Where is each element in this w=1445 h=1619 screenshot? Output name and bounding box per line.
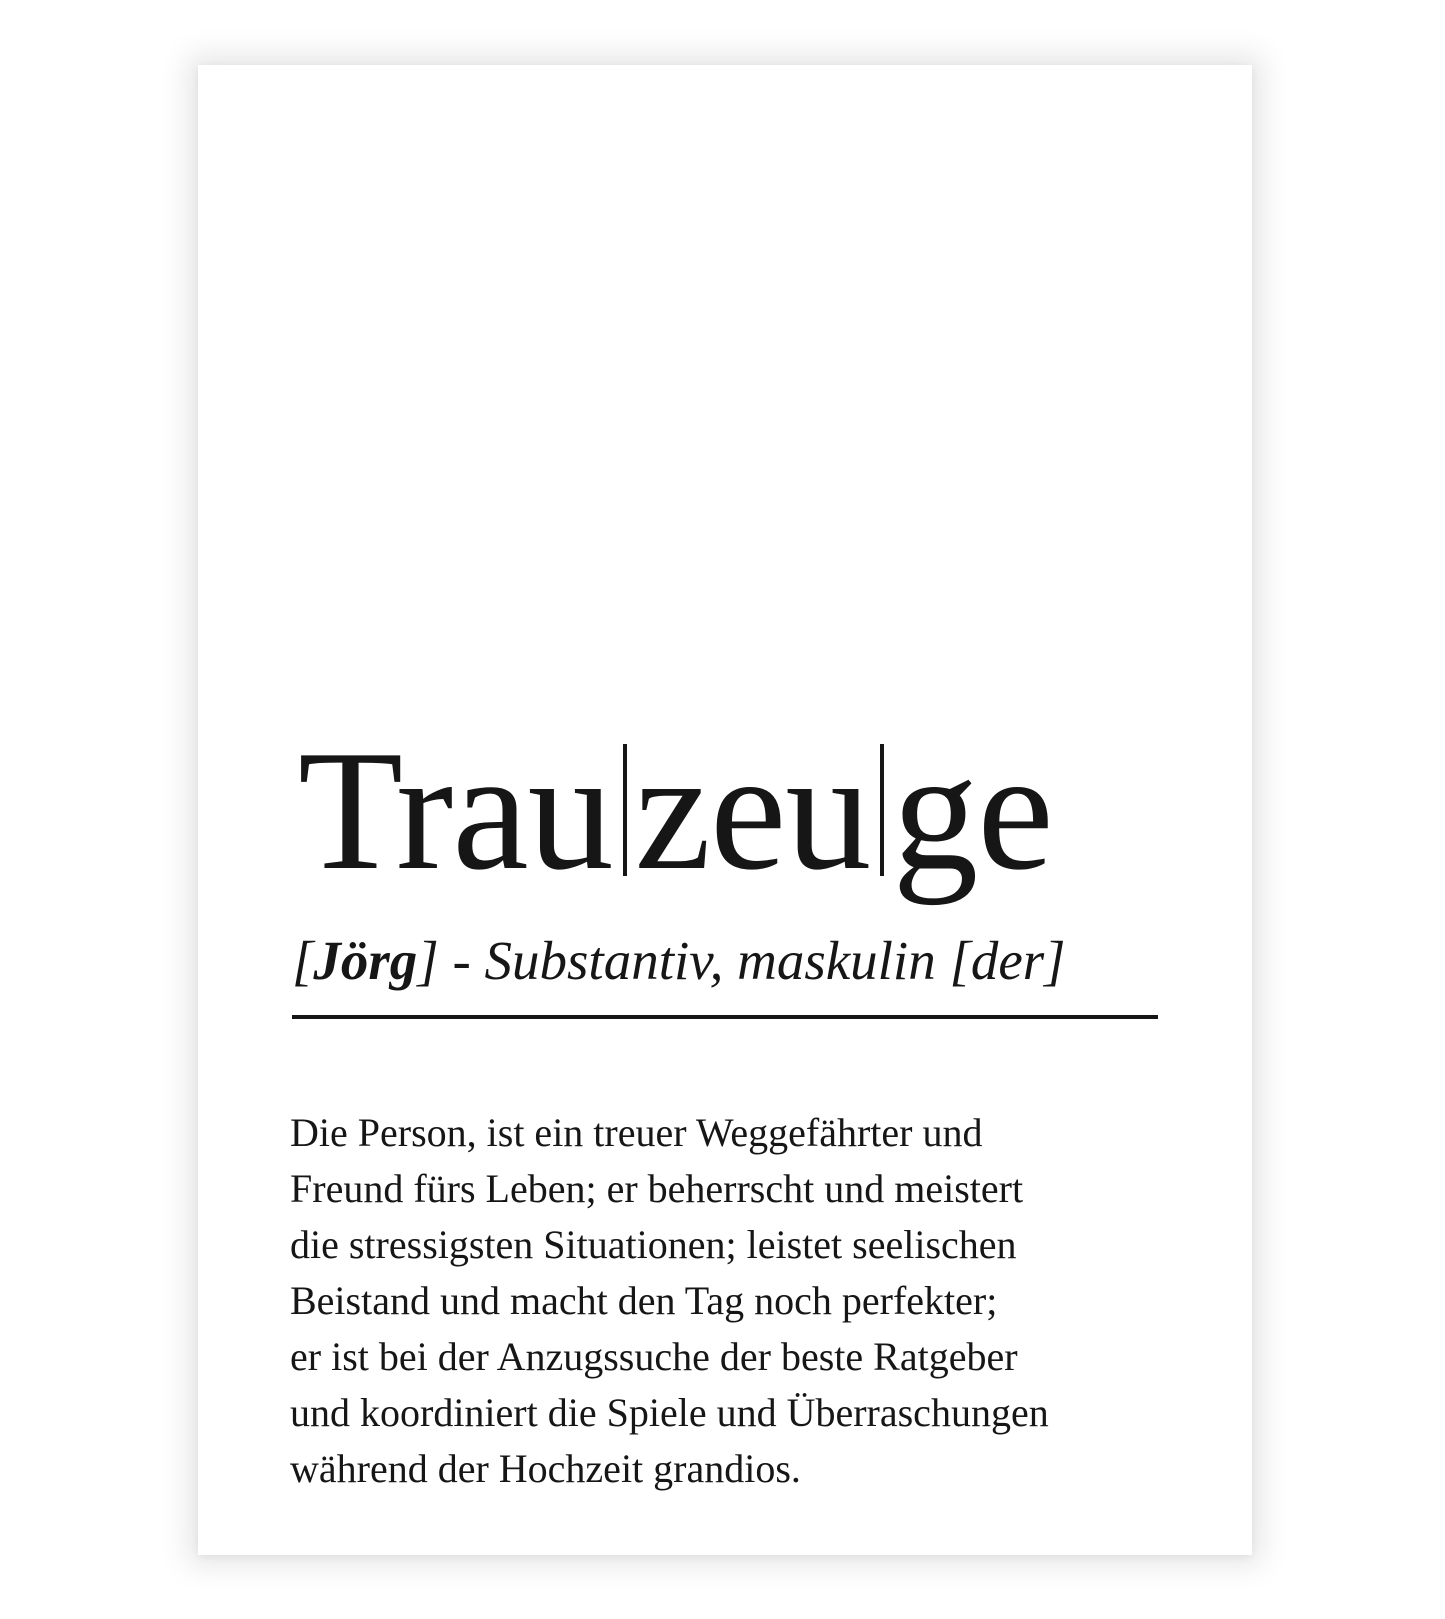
grammar-line [292,930,1066,991]
headword-syllable-3: ge [892,716,1053,906]
definition-line: er ist bei der Anzugssuche der beste Ratgeber [290,1334,1018,1379]
definition-text [290,1105,1190,1497]
headword-syllable-1: Trau [298,716,613,906]
grammar-info: ] - Substantiv, maskulin [der] [417,930,1066,991]
definition-line: Die Person, ist ein treuer Weggefährter und [290,1110,983,1155]
definition-line: die stressigsten Situationen; leistet seelischen [290,1222,1017,1267]
syllable-divider [623,744,627,876]
definition-line: und koordiniert die Spiele und Überraschungen [290,1390,1049,1435]
syllable-divider [880,744,884,876]
headword [298,716,1053,906]
definition-poster [198,65,1252,1555]
definition-line: Beistand und macht den Tag noch perfekter; [290,1278,998,1323]
definition-line: während der Hochzeit grandios. [290,1446,801,1491]
personal-name: Jörg [313,930,418,991]
headword-syllable-2: zeu [634,716,871,906]
divider-line [292,1015,1158,1019]
grammar-open-bracket: [ [292,930,314,991]
definition-line: Freund fürs Leben; er beherrscht und meistert [290,1166,1024,1211]
